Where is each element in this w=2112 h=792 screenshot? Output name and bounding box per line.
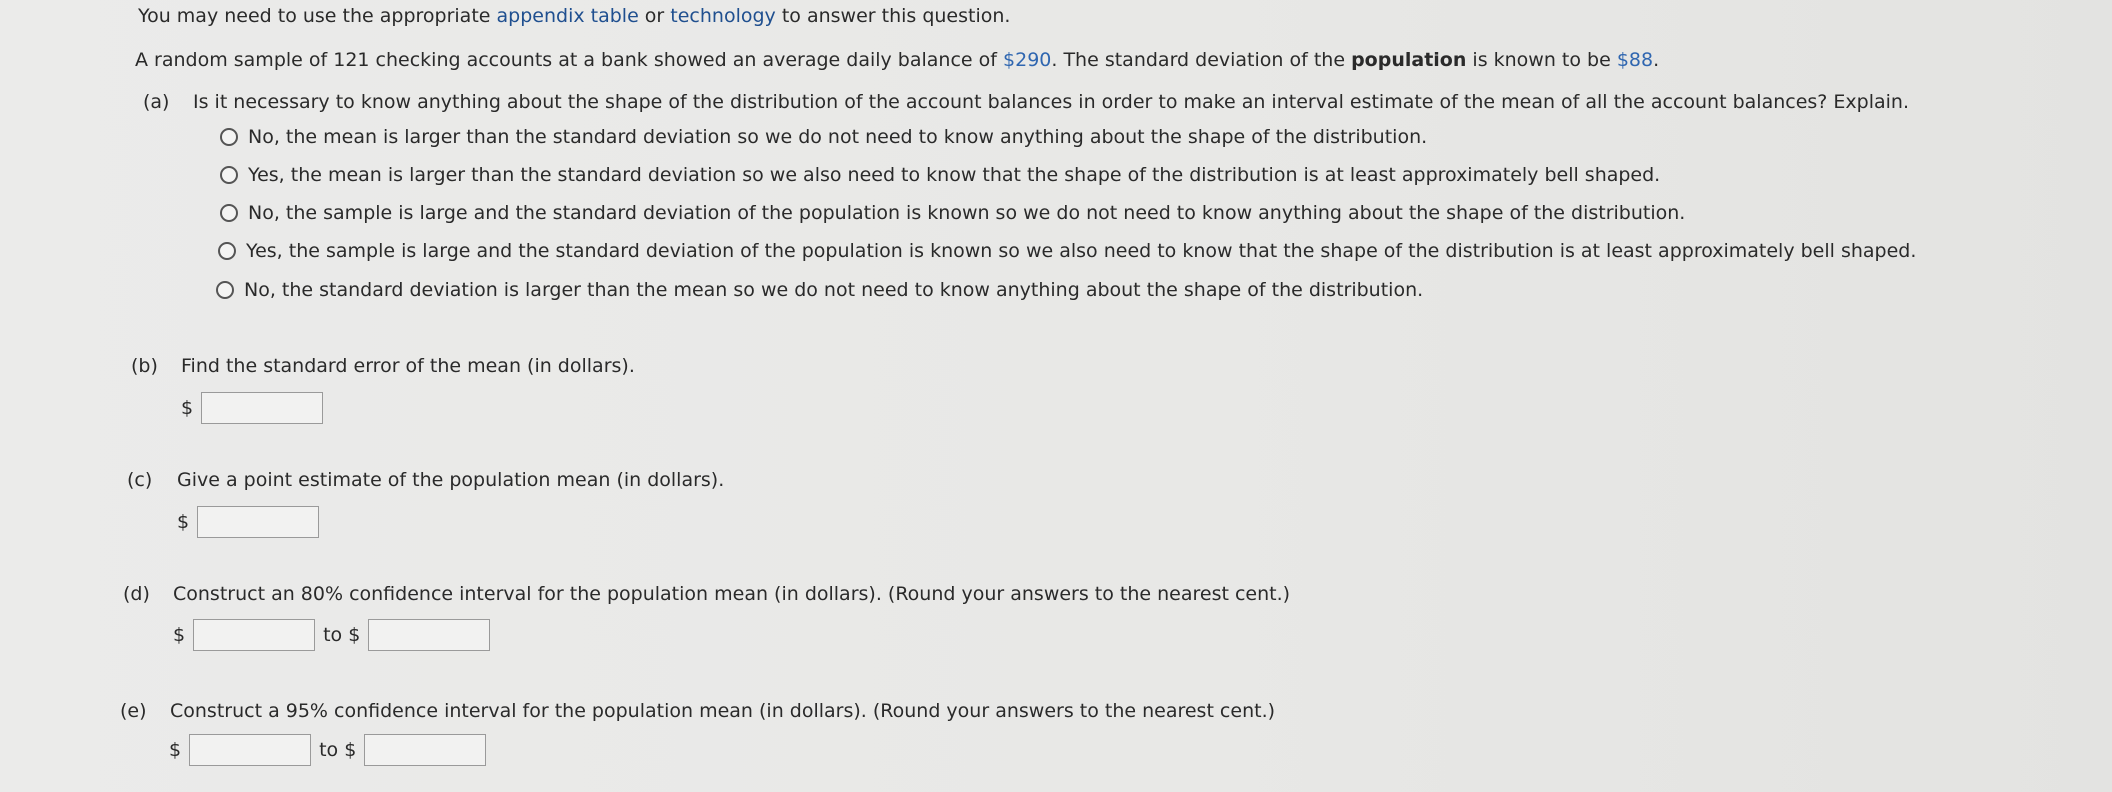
problem-text-2: . The standard deviation of the (1051, 49, 1352, 71)
part-b-question-text: Find the standard error of the mean (in dollars). (181, 355, 635, 377)
part-e-question-text: Construct a 95% confidence interval for the population mean (in dollars). (Round your answers to the nearest cent.) (170, 700, 1276, 722)
point-estimate-input[interactable] (197, 506, 319, 538)
population-word: population (1351, 49, 1467, 71)
radio-button[interactable] (218, 242, 236, 260)
ci-95-upper-input[interactable] (364, 734, 486, 766)
intro-middle: or (638, 5, 671, 27)
part-a-option-2[interactable] (220, 163, 1660, 187)
radio-button[interactable] (216, 281, 234, 299)
part-a-question (143, 90, 1909, 114)
problem-text-4: . (1653, 49, 1660, 71)
standard-error-input[interactable] (201, 392, 323, 424)
dollar-sign: $ (177, 511, 190, 533)
part-a-question-text: Is it necessary to know anything about the shape of the distribution of the account balances in order to make an interval estimate of the mean of all the account balances? Explain. (193, 91, 1910, 113)
intro-suffix: to answer this question. (775, 5, 1011, 27)
radio-button[interactable] (220, 204, 238, 222)
part-e-question (120, 699, 1275, 723)
part-a-label: (a) (143, 91, 170, 113)
part-e-label: (e) (120, 700, 147, 722)
dollar-sign: $ (181, 397, 194, 419)
part-a-option-5[interactable] (216, 278, 1423, 302)
option-label: No, the sample is large and the standard deviation of the population is known so we do not need to know anything about the shape of the distribution. (248, 202, 1686, 224)
sd-value: $88 (1616, 49, 1654, 71)
part-b-label: (b) (131, 355, 158, 377)
part-e-answer (169, 734, 486, 766)
part-c-label: (c) (127, 469, 153, 491)
intro-prefix: You may need to use the appropriate (138, 5, 497, 27)
part-c-answer (177, 506, 319, 538)
part-b-answer (181, 392, 323, 424)
part-d-label: (d) (123, 583, 150, 605)
part-d-answer (173, 619, 490, 651)
part-d-question (123, 582, 1290, 606)
appendix-table-link[interactable]: appendix table (496, 5, 639, 27)
problem-statement (135, 48, 1659, 72)
radio-button[interactable] (220, 166, 238, 184)
part-a-option-4[interactable] (218, 239, 1916, 263)
problem-text-3: is known to be (1466, 49, 1617, 71)
option-label: Yes, the mean is larger than the standard deviation so we also need to know that the shape of the distribution is at least approximately bell shaped. (248, 164, 1661, 186)
option-label: No, the standard deviation is larger than the mean so we do not need to know anything about the shape of the distribution. (244, 279, 1424, 301)
technology-link[interactable]: technology (670, 5, 776, 27)
part-c-question (127, 468, 724, 492)
part-c-question-text: Give a point estimate of the population mean (in dollars). (177, 469, 725, 491)
option-label: No, the mean is larger than the standard deviation so we do not need to know anything about the shape of the distribution. (248, 126, 1428, 148)
part-a-option-1[interactable] (220, 125, 1427, 149)
dollar-sign: $ (173, 624, 186, 646)
ci-80-upper-input[interactable] (368, 619, 490, 651)
intro-text (138, 4, 1010, 28)
problem-text-1: A random sample of 121 checking accounts at a bank showed an average daily balance of (135, 49, 1004, 71)
part-d-question-text: Construct an 80% confidence interval for the population mean (in dollars). (Round your answers to the nearest cent.) (173, 583, 1291, 605)
dollar-sign: $ (169, 739, 182, 761)
ci-80-lower-input[interactable] (193, 619, 315, 651)
radio-button[interactable] (220, 128, 238, 146)
mean-value: $290 (1003, 49, 1052, 71)
part-a-option-3[interactable] (220, 201, 1685, 225)
to-label: to $ (323, 624, 361, 646)
to-label: to $ (319, 739, 357, 761)
option-label: Yes, the sample is large and the standard deviation of the population is known so we also need to know that the shape of the distribution is at least approximately bell shaped. (246, 240, 1917, 262)
part-b-question (131, 354, 635, 378)
ci-95-lower-input[interactable] (189, 734, 311, 766)
